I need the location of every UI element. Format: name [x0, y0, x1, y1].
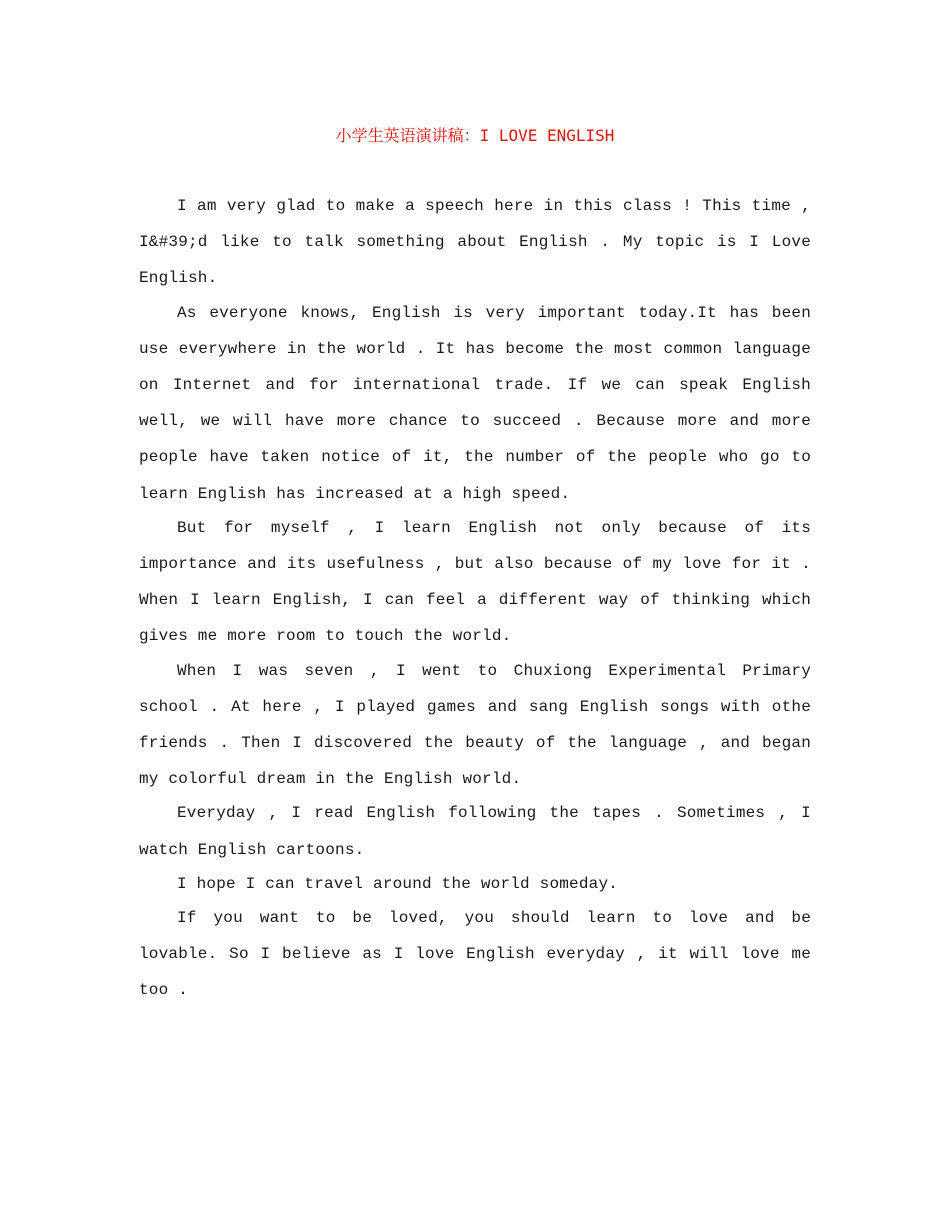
paragraph-3: But for myself , I learn English not only because of its importance and its usefulness , but also because of my love for it . When I learn English, I can feel a different way of thinking which gives me more room to touch the world. — [139, 518, 811, 646]
paragraph-1: I am very glad to make a speech here in this class ! This time , I&#39;d like to talk something about English . My topic is I Love English. — [139, 197, 811, 288]
paragraph-2: As everyone knows, English is very important today.It has been use everywhere in the world . It has become the most common language on Internet and for international trade. If we can speak English well, we will have more chance to succeed . Because more and more people have taken notice of it, the number of the people who go to learn English has increased at a high speed. — [139, 303, 811, 503]
paragraph-7: If you want to be loved, you should learn to love and be lovable. So I believe as I love English everyday , it will love me too . — [139, 909, 811, 1000]
paragraph-6: I hope I can travel around the world someday. — [177, 874, 619, 893]
speech-body — [139, 188, 811, 1007]
paragraph-5: Everyday , I read English following the tapes . Sometimes , I watch English cartoons. — [139, 804, 811, 859]
paragraph-4: When I was seven , I went to Chuxiong Experimental Primary school . At here , I played games and sang English songs with othe friends . Then I discovered the beauty of the language , and began my colorful dream in the English world. — [139, 661, 811, 789]
document-title: 小学生英语演讲稿：I LOVE ENGLISH — [335, 126, 615, 145]
